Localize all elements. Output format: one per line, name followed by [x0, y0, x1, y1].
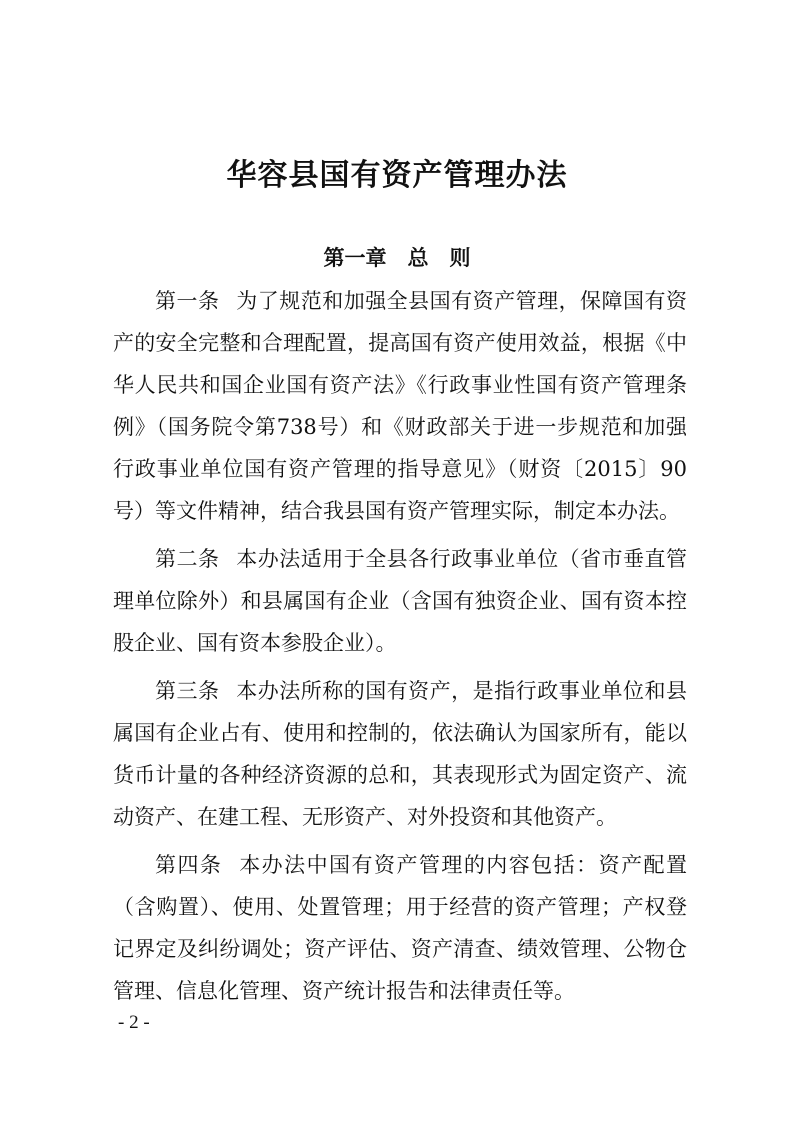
- article-label: 第一条: [155, 289, 220, 313]
- article-2: [113, 538, 687, 664]
- article-text: 本办法中国有资产管理的内容包括：资产配置（含购置）、使用、处置管理；用于经营的资产管理；产权登记界定及纠纷调处；资产评估、资产清查、绩效管理、公物仓管理、信息化管理、资产统计报告和法律责任等。: [113, 853, 688, 1003]
- article-3: [113, 670, 687, 838]
- article-text: 本办法所称的国有资产，是指行政事业单位和县属国有企业占有、使用和控制的，依法确认为国家所有，能以货币计量的各种经济资源的总和，其表现形式为固定资产、流动资产、在建工程、无形资产、对外投资和其他资产。: [113, 679, 688, 829]
- document-body: [113, 280, 687, 1018]
- article-label: 第三条: [155, 679, 220, 703]
- article-label: 第四条: [155, 853, 223, 877]
- chapter-heading: 第一章 总 则: [323, 246, 471, 270]
- article-text: 为了规范和加强全县国有资产管理，保障国有资产的安全完整和合理配置，提高国有资产使用效益，根据《中华人民共和国企业国有资产法》《行政事业性国有资产管理条例》（国务院令第738号）和《财政部关于进一步规范和加强行政事业单位国有资产管理的指导意见》（财资〔2015〕90号）等文件精神，结合我县国有资产管理实际，制定本办法。: [113, 289, 688, 523]
- article-1: [113, 280, 687, 532]
- article-4: [113, 844, 687, 1012]
- article-label: 第二条: [155, 547, 220, 571]
- article-text: 本办法适用于全县各行政事业单位（省市垂直管理单位除外）和县属国有企业（含国有独资企业、国有资本控股企业、国有资本参股企业）。: [113, 547, 688, 655]
- document-title: 华容县国有资产管理办法: [226, 158, 568, 193]
- page-number: - 2 -: [118, 1012, 150, 1033]
